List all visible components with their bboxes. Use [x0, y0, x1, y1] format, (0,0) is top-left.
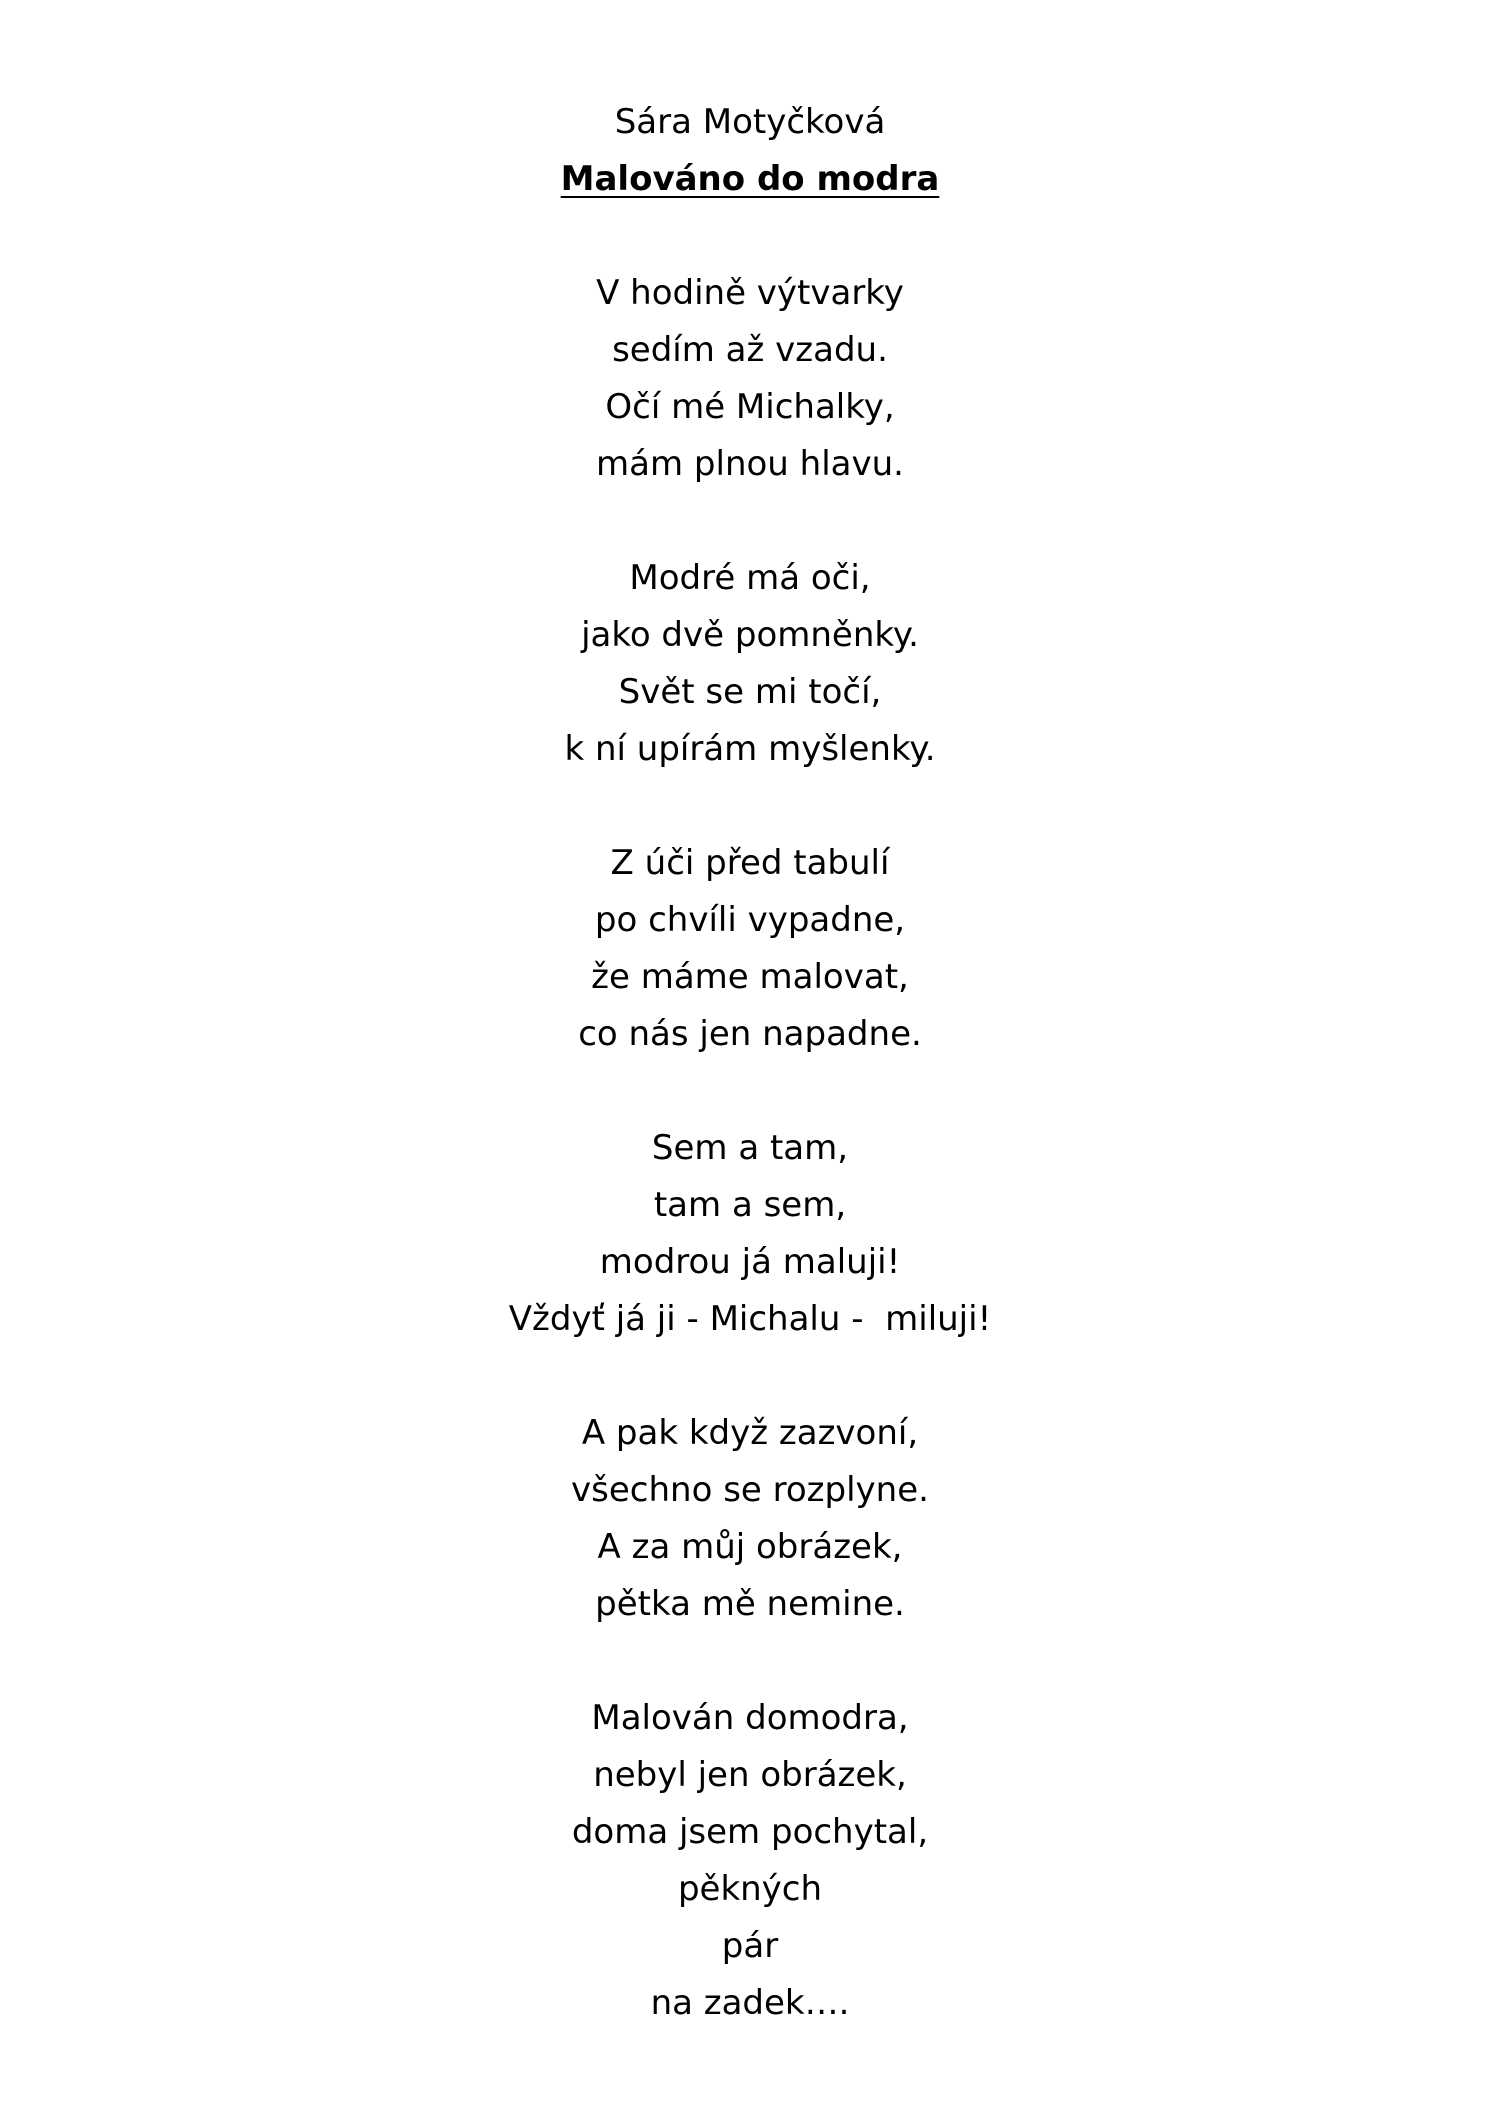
poem-line: tam a sem, — [653, 1185, 847, 1225]
poem-line: modrou já maluji! — [599, 1242, 901, 1282]
poem-line: A za můj obrázek, — [597, 1527, 903, 1567]
poem-line: Svět se mi točí, — [618, 672, 882, 712]
poem-line: k ní upírám myšlenky. — [564, 729, 936, 769]
poem-line: A pak když zazvoní, — [581, 1413, 919, 1453]
stanza-6 — [0, 1690, 1500, 2032]
poem-line: mám plnou hlavu. — [596, 444, 904, 484]
stanza-3 — [0, 835, 1500, 1063]
poem-line: všechno se rozplyne. — [571, 1470, 929, 1510]
poem-line: co nás jen napadne. — [578, 1014, 922, 1054]
stanza-gap — [0, 1063, 1500, 1120]
poem-line: Sem a tam, — [651, 1128, 849, 1168]
poem-line: že máme malovat, — [591, 957, 909, 997]
stanza-gap — [0, 1633, 1500, 1690]
poem-line: nebyl jen obrázek, — [593, 1755, 907, 1795]
poem-line: Z úči před tabulí — [610, 843, 890, 883]
poem-title: Malováno do modra — [560, 159, 940, 199]
poem-line: V hodině výtvarky — [596, 273, 904, 313]
poem-line: Očí mé Michalky, — [605, 387, 895, 427]
poem-line: na zadek…. — [650, 1983, 850, 2023]
poem-line: po chvíli vypadne, — [594, 900, 906, 940]
stanza-gap — [0, 493, 1500, 550]
poem-line: Modré má oči, — [629, 558, 871, 598]
poem — [0, 94, 1500, 2032]
poem-line: jako dvě pomněnky. — [581, 615, 919, 655]
stanza-2 — [0, 550, 1500, 778]
poem-line: pěkných — [677, 1869, 823, 1909]
poem-author: Sára Motyčková — [614, 102, 886, 142]
poem-line: pár — [721, 1926, 779, 1966]
poem-line: sedím až vzadu. — [612, 330, 888, 370]
stanza-gap — [0, 208, 1500, 265]
poem-line: pětka mě nemine. — [595, 1584, 905, 1624]
poem-line: Malován domodra, — [591, 1698, 909, 1738]
stanza-1 — [0, 265, 1500, 493]
poem-line: doma jsem pochytal, — [571, 1812, 929, 1852]
stanza-gap — [0, 778, 1500, 835]
stanza-4 — [0, 1120, 1500, 1348]
stanza-gap — [0, 1348, 1500, 1405]
poem-line: Vždyť já ji - Michalu - miluji! — [508, 1299, 992, 1339]
stanza-5 — [0, 1405, 1500, 1633]
